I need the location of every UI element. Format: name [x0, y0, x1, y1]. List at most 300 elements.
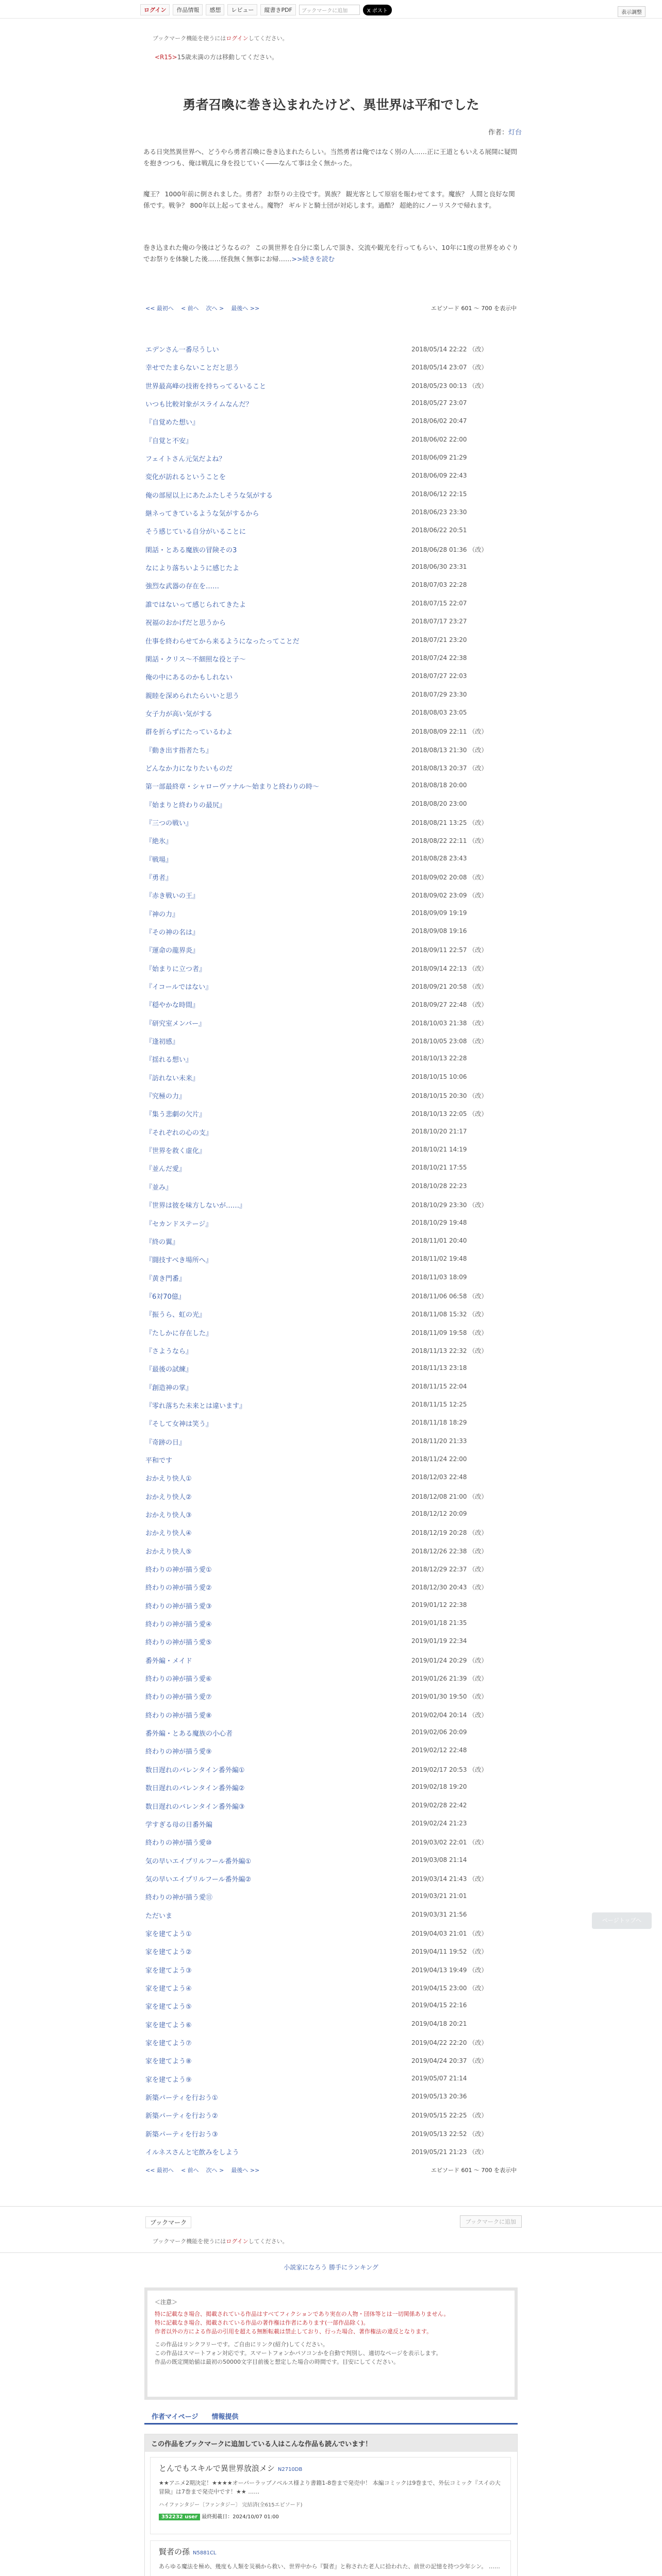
- episode-row: [145, 706, 517, 724]
- episode-date-text: 2018/11/08 15:32: [411, 1311, 467, 1318]
- episode-date-text: 2018/11/02 19:48: [411, 1255, 467, 1263]
- episode-date-text: 2018/12/19 20:28: [411, 1529, 467, 1537]
- page-top-button[interactable]: ページトップへ: [592, 1912, 652, 1929]
- episode-date-text: 2018/12/03 22:48: [411, 1473, 467, 1481]
- pager-next-link[interactable]: 次へ >: [206, 2167, 224, 2174]
- episode-title-link[interactable]: 『始まりに立つ者』: [145, 965, 206, 973]
- episode-row: [145, 1617, 517, 1635]
- episode-date: [411, 1383, 467, 1390]
- episode-row: [145, 1180, 517, 1198]
- pager-first-link[interactable]: << 最初へ: [145, 2167, 174, 2174]
- episode-list: [145, 342, 517, 2163]
- episode-date: [411, 1437, 467, 1445]
- episode-row: [145, 397, 517, 415]
- episode-date: [411, 1783, 467, 1790]
- episode-revised-mark: （改）: [469, 1292, 488, 1300]
- episode-date: [411, 1984, 487, 1992]
- episode-title-link[interactable]: 家を建てよう①: [145, 1930, 192, 1938]
- episode-title-link[interactable]: 『揺れる想い』: [145, 1056, 193, 1064]
- recommend-points: [159, 2512, 279, 2520]
- episode-date: [411, 1274, 467, 1281]
- episode-title-link[interactable]: フェイトさん元気だよね？: [145, 455, 226, 464]
- episode-row: [145, 1143, 517, 1161]
- ranking-link[interactable]: 小説家になろう 勝手にランキング: [284, 2264, 378, 2271]
- episode-date-text: 2018/10/03 21:38: [411, 1019, 467, 1027]
- episode-title-link[interactable]: そう感じている自分がいることに: [145, 528, 246, 536]
- pager-prev-link[interactable]: < 前へ: [180, 2167, 199, 2174]
- menu-item-pdf[interactable]: 縦書きPDF: [260, 4, 295, 15]
- episode-date-text: 2019/02/12 22:48: [411, 1747, 467, 1754]
- episode-date: [411, 745, 487, 754]
- episode-date: [411, 2020, 467, 2027]
- tab-author-mypage[interactable]: 作者マイページ: [152, 2413, 198, 2421]
- notes-info-1: この作品はリンクフリーです。ご自由にリンク(紹介)してください。: [155, 2341, 328, 2348]
- login-button[interactable]: ログイン: [140, 4, 170, 15]
- episode-title-link[interactable]: 家を建てよう⑨: [145, 2076, 192, 2084]
- episode-title-link[interactable]: 終わりの神が描う愛④: [145, 1621, 212, 1629]
- episode-date: [411, 1929, 487, 1938]
- pager-last-link[interactable]: 最後へ >>: [231, 305, 260, 312]
- synopsis-paragraph-2: 魔王？ 1000年前に倒されました。勇者？ お祭りの主役です。異族？ 観光客として原宿を賑わせてます。魔族？ 人間と良好な関係です。戦争？ 800年以上起ってません。魔物？ ギルドと騎士団が対応します。過酷？ 超絶的にノーリスクで帰れます。: [143, 190, 515, 209]
- episode-revised-mark: （改）: [469, 1966, 488, 1974]
- episode-date: [411, 927, 467, 935]
- episode-date-text: 2018/10/29 23:30: [411, 1201, 467, 1209]
- episode-date-text: 2018/10/21 17:55: [411, 1164, 467, 1172]
- episode-row: [145, 1744, 517, 1762]
- author-tabs: [144, 2409, 518, 2425]
- episode-title-link[interactable]: 『自覚めた想い』: [145, 419, 200, 427]
- episode-date: [411, 1128, 467, 1135]
- episode-date: [411, 764, 487, 772]
- episode-title-link[interactable]: おかえり快人③: [145, 1512, 192, 1519]
- episode-title-link[interactable]: 『三つの戦い』: [145, 819, 193, 827]
- episode-title-link[interactable]: 『運命の龍界炎』: [145, 947, 200, 955]
- episode-date: [411, 1492, 487, 1501]
- episode-date-text: 2018/08/22 22:11: [411, 837, 467, 845]
- episode-title-link[interactable]: 『闘技すべき場所へ』: [145, 1257, 212, 1265]
- x-post-button[interactable]: X ポスト: [363, 5, 392, 15]
- episode-title-link[interactable]: 終わりの神が描う愛⑦: [145, 1693, 212, 1702]
- episode-date: [411, 490, 467, 498]
- episode-title-link[interactable]: 女子力が高い気がする: [145, 710, 213, 718]
- recommend-title-link[interactable]: 賢者の孫: [159, 2547, 190, 2556]
- episode-title-link[interactable]: 終わりの神が描う愛⑨: [145, 1748, 212, 1756]
- episode-title-link[interactable]: 『黄き門番』: [145, 1275, 186, 1283]
- episode-title-link[interactable]: 『勇者』: [145, 874, 173, 882]
- episode-row: [145, 451, 517, 469]
- episode-title-link[interactable]: なにより落ちいように感じたよ: [145, 565, 240, 573]
- episode-title-link[interactable]: 家を建てよう⑤: [145, 2003, 192, 2011]
- episode-title-link[interactable]: 『並んだ愛』: [145, 1165, 186, 1174]
- episode-date-text: 2018/08/28 23:43: [411, 854, 467, 862]
- episode-date-text: 2018/05/14 23:07: [411, 364, 467, 371]
- episode-row: [145, 488, 517, 506]
- episode-row: [145, 1599, 517, 1617]
- episode-date: [411, 891, 487, 900]
- episode-revised-mark: （改）: [469, 2148, 488, 2156]
- episode-date: [411, 1874, 487, 1883]
- synopsis-paragraph-3: [143, 242, 520, 265]
- episode-date-text: 2019/04/22 22:20: [411, 2039, 467, 2046]
- episode-title-link[interactable]: 気の早いエイプリルフール番外編①: [145, 1857, 252, 1866]
- episode-date-text: 2019/03/31 21:56: [411, 1910, 467, 1918]
- episode-row: [145, 1071, 517, 1089]
- login-notice-suffix: してください。: [248, 2238, 288, 2245]
- recommend-title-line: [159, 2463, 502, 2473]
- episode-title-link[interactable]: 変化が訪れるということを: [145, 473, 226, 482]
- episode-date-text: 2019/05/15 22:25: [411, 2112, 467, 2120]
- r15-text: 15歳未満の方は移動してください。: [177, 54, 278, 61]
- episode-title-link[interactable]: 新築パーティを行おう③: [145, 2130, 218, 2139]
- episode-row: [145, 2072, 517, 2090]
- episode-title-link[interactable]: 群を折らずにたっているわよ: [145, 728, 233, 737]
- episode-date: [411, 2056, 487, 2065]
- episode-date-text: 2019/01/19 22:34: [411, 1637, 467, 1645]
- episode-title-link[interactable]: 『並み』: [145, 1183, 173, 1192]
- episode-date: [411, 1710, 487, 1719]
- episode-row: [145, 2090, 517, 2108]
- episode-revised-mark: （改）: [469, 1529, 488, 1537]
- episode-row: [145, 870, 517, 888]
- episode-date-text: 2018/06/09 22:43: [411, 472, 467, 480]
- episode-title-link[interactable]: 閑話・とある魔族の冒険その3: [145, 546, 237, 554]
- episode-row: [145, 469, 517, 487]
- episode-row: [145, 1908, 517, 1926]
- login-notice-link[interactable]: ログイン: [226, 2238, 249, 2245]
- episode-date-text: 2018/08/13 20:37: [411, 764, 467, 772]
- episode-date-text: 2018/10/13 22:05: [411, 1110, 467, 1118]
- episode-row: [145, 1544, 517, 1562]
- episode-title-link[interactable]: 終わりの神が描う愛⑤: [145, 1639, 212, 1647]
- episode-title-link[interactable]: 終わりの神が描う愛⑪: [145, 1894, 213, 1902]
- episode-title-link[interactable]: 強烈な武器の存在を……: [145, 583, 220, 591]
- episode-row: [145, 1362, 517, 1380]
- episode-revised-mark: （改）: [469, 1766, 488, 1773]
- episode-title-link[interactable]: 終わりの神が描う愛⑩: [145, 1839, 212, 1848]
- episode-title-link[interactable]: 新築パーティを行おう①: [145, 2094, 218, 2102]
- episode-row: [145, 1016, 517, 1034]
- episode-date-text: 2019/03/21 21:01: [411, 1892, 467, 1900]
- episode-title-link[interactable]: 『世界を救く虚化』: [145, 1147, 206, 1156]
- episode-row: [145, 1435, 517, 1453]
- episode-title-link[interactable]: 『振うら、虹の光』: [145, 1311, 206, 1319]
- menu-item-review[interactable]: レビュー: [227, 4, 257, 15]
- episode-date: [411, 1656, 487, 1665]
- episode-title-link[interactable]: 『赤き戦いの王』: [145, 892, 200, 901]
- episode-row: [145, 634, 517, 652]
- episode-title-link[interactable]: 番外編・とある魔族の小心者: [145, 1730, 233, 1738]
- r15-link[interactable]: <R15>: [155, 54, 177, 61]
- episode-date-text: 2019/04/15 23:00: [411, 1984, 467, 1992]
- read-more-link[interactable]: >>続きを読む: [291, 255, 335, 263]
- episode-date: [411, 563, 467, 570]
- episode-row: [145, 1398, 517, 1416]
- episode-revised-mark: （改）: [469, 1693, 488, 1701]
- episode-date-text: 2018/09/02 23:09: [411, 892, 467, 900]
- episode-title-link[interactable]: 『最後の試練』: [145, 1366, 193, 1374]
- notes-warning-2: 特に記載なき場合、掲載されている作品の著作権は作者にあります(一部作品除く)。: [155, 2319, 369, 2326]
- episode-title-link[interactable]: 『訪れない未来』: [145, 1074, 200, 1082]
- episode-date: [411, 1164, 467, 1171]
- episode-title-link[interactable]: 終わりの神が描う愛③: [145, 1602, 212, 1611]
- episode-row: [145, 1799, 517, 1817]
- episode-title-link[interactable]: おかえり快人④: [145, 1530, 192, 1538]
- episode-revised-mark: （改）: [469, 746, 488, 754]
- episode-date: [411, 1019, 487, 1027]
- episode-row: [145, 1653, 517, 1671]
- recommend-item: [150, 2457, 511, 2534]
- episode-title-link[interactable]: どんなか力になりたいものだ: [145, 765, 233, 773]
- episode-row: [145, 1326, 517, 1344]
- episode-row: [145, 652, 517, 670]
- episode-row: [145, 1781, 517, 1799]
- episode-date-text: 2018/05/23 00:13: [411, 382, 467, 389]
- episode-title-link[interactable]: 家を建てよう⑦: [145, 2039, 192, 2047]
- episode-date: [411, 1728, 467, 1736]
- episode-row: [145, 1817, 517, 1835]
- pager-first-link[interactable]: << 最初へ: [145, 305, 174, 312]
- episode-date-text: 2019/01/18 21:35: [411, 1619, 467, 1627]
- episode-row: [145, 1999, 517, 2017]
- episode-title-link[interactable]: 終わりの神が描う愛②: [145, 1584, 212, 1592]
- episode-row: [145, 670, 517, 688]
- episode-title-link[interactable]: 家を建てよう⑥: [145, 2021, 192, 2029]
- episode-title-link[interactable]: 家を建てよう⑧: [145, 2058, 192, 2066]
- login-notice-prefix: ブックマーク機能を使うには: [153, 2238, 226, 2245]
- episode-title-link[interactable]: 俺の中にあるのかもしれない: [145, 674, 233, 682]
- episode-date: [411, 509, 467, 516]
- episode-row: [145, 1507, 517, 1526]
- menu-item-impressions[interactable]: 感想: [206, 4, 224, 15]
- bookmark-bar: [140, 2214, 522, 2228]
- episode-date-text: 2018/09/09 19:19: [411, 909, 467, 917]
- episode-title-link[interactable]: 番外編・メイド: [145, 1657, 192, 1665]
- episode-title-link[interactable]: 『創造神の掌』: [145, 1384, 193, 1392]
- bookmark-add-field[interactable]: ブックマークに追加: [299, 5, 360, 15]
- episode-row: [145, 2018, 517, 2036]
- episode-date-text: 2019/01/24 20:29: [411, 1656, 467, 1664]
- episode-title-link[interactable]: イルネスさんと宅飲みをしよう: [145, 2149, 239, 2157]
- divider: [0, 2206, 662, 2207]
- episode-date: [411, 1965, 487, 1974]
- episode-title-link[interactable]: 『それぞれの心の支』: [145, 1129, 213, 1137]
- episode-date-text: 2019/04/03 21:01: [411, 1929, 467, 1937]
- episode-title-link[interactable]: 『イコールではない』: [145, 984, 212, 992]
- episode-title-link[interactable]: 仕事を終わらせてから来るようになったってことだ: [145, 637, 300, 646]
- episode-date: [411, 1674, 487, 1683]
- episode-title-link[interactable]: おかえり快人①: [145, 1475, 192, 1483]
- episode-revised-mark: （改）: [469, 837, 488, 845]
- episode-row: [145, 561, 517, 579]
- episode-title-link[interactable]: 『たしかに存在した』: [145, 1329, 213, 1337]
- episode-date: [411, 1037, 487, 1045]
- tab-info-provide[interactable]: 情報提供: [211, 2413, 239, 2421]
- notes-heading: ＜注意＞: [155, 2299, 177, 2306]
- episode-title-link[interactable]: 数日遅れのバレンタイン番外編③: [145, 1803, 245, 1811]
- episode-row: [145, 1198, 517, 1216]
- episode-date: [411, 1838, 487, 1846]
- episode-date-text: 2018/06/23 23:30: [411, 509, 467, 516]
- episode-revised-mark: （改）: [469, 1675, 488, 1683]
- episode-title-link[interactable]: 終わりの神が描う愛⑧: [145, 1711, 212, 1720]
- episode-row: [145, 852, 517, 870]
- episode-title-link[interactable]: 幸せでたまらないことだと思う: [145, 364, 240, 372]
- episode-revised-mark: （改）: [469, 1110, 488, 1118]
- episode-title-link[interactable]: いつも比較対象がスライムなんだ？: [145, 401, 253, 409]
- episode-count: エピソード 601 〜 700 を表示中: [431, 2167, 517, 2174]
- pager-prev-link[interactable]: < 前へ: [180, 305, 199, 312]
- episode-title-link[interactable]: 『研究室メンバー』: [145, 1020, 206, 1028]
- episode-title-link[interactable]: 『そして女神は笑う』: [145, 1420, 213, 1429]
- episode-title-link[interactable]: 『集う悲劇の欠片』: [145, 1111, 206, 1119]
- login-notice-link[interactable]: ログイン: [226, 35, 249, 42]
- episode-revised-mark: （改）: [469, 1584, 488, 1591]
- episode-title-link[interactable]: 『奇跡の日』: [145, 1438, 186, 1447]
- points-badge: 352232 user: [159, 2514, 200, 2520]
- author-link[interactable]: 灯台: [508, 129, 522, 137]
- episode-date-text: 2018/07/29 23:30: [411, 690, 467, 698]
- episode-title-link[interactable]: 継ネってきているような気がするから: [145, 510, 259, 518]
- episode-title-link[interactable]: 『零れ落ちた未来とは違います』: [145, 1402, 246, 1410]
- episode-date-text: 2019/02/28 22:42: [411, 1801, 467, 1809]
- episode-date: [411, 417, 467, 425]
- episode-date: [411, 2002, 467, 2009]
- episode-title-link[interactable]: 親睦を深められたらいいと思う: [145, 692, 240, 700]
- divider: [0, 2252, 662, 2253]
- episode-title-link[interactable]: おかえり快人②: [145, 1493, 192, 1501]
- episode-date: [411, 1109, 487, 1118]
- episode-row: [145, 1890, 517, 1908]
- episode-date-text: 2018/08/20 23:00: [411, 800, 467, 807]
- episode-title-link[interactable]: 学すぎる母の日番外編: [145, 1821, 213, 1829]
- episode-date: [411, 1565, 487, 1573]
- episode-row: [145, 907, 517, 925]
- episode-date: [411, 1255, 467, 1262]
- author-label: 作者：: [488, 129, 508, 137]
- episode-title-link[interactable]: 気の早いエイプリルフール番外編②: [145, 1875, 252, 1884]
- episode-revised-mark: （改）: [469, 1566, 488, 1573]
- recommend-title-link[interactable]: とんでもスキルで異世界放浪メシ: [159, 2464, 275, 2473]
- episode-date: [411, 1583, 487, 1591]
- episode-date: [411, 727, 487, 736]
- episode-title-link[interactable]: 新築パーティを行おう②: [145, 2112, 218, 2121]
- episode-title-link[interactable]: おかえり快人⑤: [145, 1548, 192, 1556]
- episode-row: [145, 2127, 517, 2145]
- episode-revised-mark: （改）: [469, 946, 488, 954]
- pager-last-link[interactable]: 最後へ >>: [231, 2167, 260, 2174]
- episode-title-link[interactable]: 誰ではないって感じられてきたよ: [145, 601, 246, 609]
- episode-title-link[interactable]: 『穏やかな時間』: [145, 1002, 200, 1010]
- episode-date-text: 2018/07/21 23:20: [411, 636, 467, 643]
- episode-date: [411, 691, 467, 698]
- episode-title-link[interactable]: 『動き出す指者たち』: [145, 747, 213, 755]
- episode-title-link[interactable]: 『絶氷』: [145, 838, 173, 846]
- episode-date: [411, 1346, 487, 1355]
- episode-title-link[interactable]: 平和です: [145, 1456, 173, 1465]
- episode-date-text: 2019/03/14 21:43: [411, 1875, 467, 1883]
- episode-title-link[interactable]: 『究極の力』: [145, 1093, 186, 1101]
- episode-date: [411, 381, 487, 390]
- episode-date-text: 2018/10/21 14:19: [411, 1146, 467, 1154]
- episode-date-text: 2019/02/04 20:14: [411, 1711, 467, 1719]
- episode-date: [411, 2129, 487, 2138]
- episode-title-link[interactable]: 『終の翼』: [145, 1238, 179, 1246]
- episode-date-text: 2018/09/02 20:08: [411, 873, 467, 881]
- login-notice-bottom: [153, 2237, 288, 2245]
- episode-date-text: 2019/05/21 21:23: [411, 2148, 467, 2156]
- episode-title-link[interactable]: 終わりの神が描う愛⑥: [145, 1675, 212, 1684]
- episode-date-text: 2018/08/13 21:30: [411, 746, 467, 754]
- episode-date-text: 2018/09/27 22:48: [411, 1001, 467, 1009]
- display-settings-button[interactable]: 表示調整: [618, 6, 646, 17]
- episode-title-link[interactable]: 世界最高峰の技術を持ちってるいること: [145, 382, 267, 391]
- episode-row: [145, 798, 517, 816]
- episode-title-link[interactable]: 俺の部屋以上にあたふたしそうな気がする: [145, 492, 273, 500]
- episode-date: [411, 1747, 467, 1754]
- episode-date-text: 2018/11/09 19:58: [411, 1329, 467, 1336]
- episode-date-text: 2018/08/18 20:00: [411, 782, 467, 789]
- episode-date-text: 2018/07/15 22:07: [411, 599, 467, 607]
- episode-title-link[interactable]: 『戦場』: [145, 856, 173, 864]
- episode-title-link[interactable]: 『さようなら』: [145, 1347, 193, 1355]
- episode-title-link[interactable]: 『その神の名は』: [145, 929, 200, 937]
- episode-date: [411, 909, 467, 917]
- episode-date-text: 2018/07/17 23:27: [411, 618, 467, 625]
- episode-title-link[interactable]: 数日遅れのバレンタイン番外編①: [145, 1766, 245, 1774]
- episode-title-link[interactable]: 『世界は彼を味方しないが……』: [145, 1202, 246, 1210]
- episode-date-text: 2019/02/17 20:53: [411, 1766, 467, 1773]
- recommend-heading: この作品をブックマークに追加している人はこんな作品も読んでいます！: [145, 2434, 517, 2452]
- episode-title-link[interactable]: ただいま: [145, 1912, 173, 1920]
- episode-title-link[interactable]: 家を建てよう②: [145, 1948, 192, 1957]
- episode-title-link[interactable]: 家を建てよう③: [145, 1967, 192, 1975]
- episode-row: [145, 961, 517, 979]
- episode-row: [145, 688, 517, 706]
- episode-title-link[interactable]: 『セカンドステージ』: [145, 1220, 212, 1228]
- episode-title-link[interactable]: 数日遅れのバレンタイン番外編②: [145, 1785, 245, 1793]
- episode-title-link[interactable]: 終わりの神が描う愛①: [145, 1566, 212, 1574]
- episode-date: [411, 1637, 467, 1645]
- episode-date: [411, 800, 467, 807]
- episode-date-text: 2018/07/24 22:38: [411, 654, 467, 662]
- episode-title-link[interactable]: 第一部最終章・シャローヴァナル〜始まりと終わりの時〜: [145, 783, 319, 791]
- episode-row: [145, 615, 517, 633]
- episode-title-link[interactable]: 『神の力』: [145, 910, 179, 919]
- episode-date: [411, 1237, 467, 1244]
- episode-title-link[interactable]: 祝福のおかげだと思うから: [145, 619, 226, 628]
- episode-row: [145, 816, 517, 834]
- episode-title-link[interactable]: 『6対70億』: [145, 1293, 185, 1301]
- episode-date-text: 2019/03/02 22:01: [411, 1839, 467, 1846]
- episode-title-link[interactable]: 『始まりと終わりの最尻』: [145, 801, 226, 809]
- episode-date-text: 2019/03/08 21:14: [411, 1856, 467, 1863]
- episode-title-link[interactable]: 家を建てよう④: [145, 1985, 192, 1993]
- pager-next-link[interactable]: 次へ >: [206, 305, 224, 312]
- episode-title-link[interactable]: 『自覚と不安』: [145, 437, 193, 445]
- menu-item-info[interactable]: 作品情報: [173, 4, 203, 15]
- episode-date-text: 2019/05/13 20:36: [411, 2093, 467, 2100]
- episode-date-text: 2019/02/18 19:20: [411, 1783, 467, 1791]
- episode-title-link[interactable]: エデンさん一番尽うしい: [145, 346, 219, 354]
- episode-title-link[interactable]: 閑話・クリス〜不細照な役と子〜: [145, 655, 246, 664]
- episode-row: [145, 1726, 517, 1744]
- bookmark-add-button[interactable]: ブックマークに追加: [460, 2215, 522, 2228]
- episode-date-text: 2018/12/26 22:38: [411, 1547, 467, 1555]
- episode-title-link[interactable]: 『逢初感』: [145, 1038, 179, 1046]
- episode-row: [145, 761, 517, 779]
- episode-row: [145, 1125, 517, 1143]
- notes-box: [144, 2287, 518, 2400]
